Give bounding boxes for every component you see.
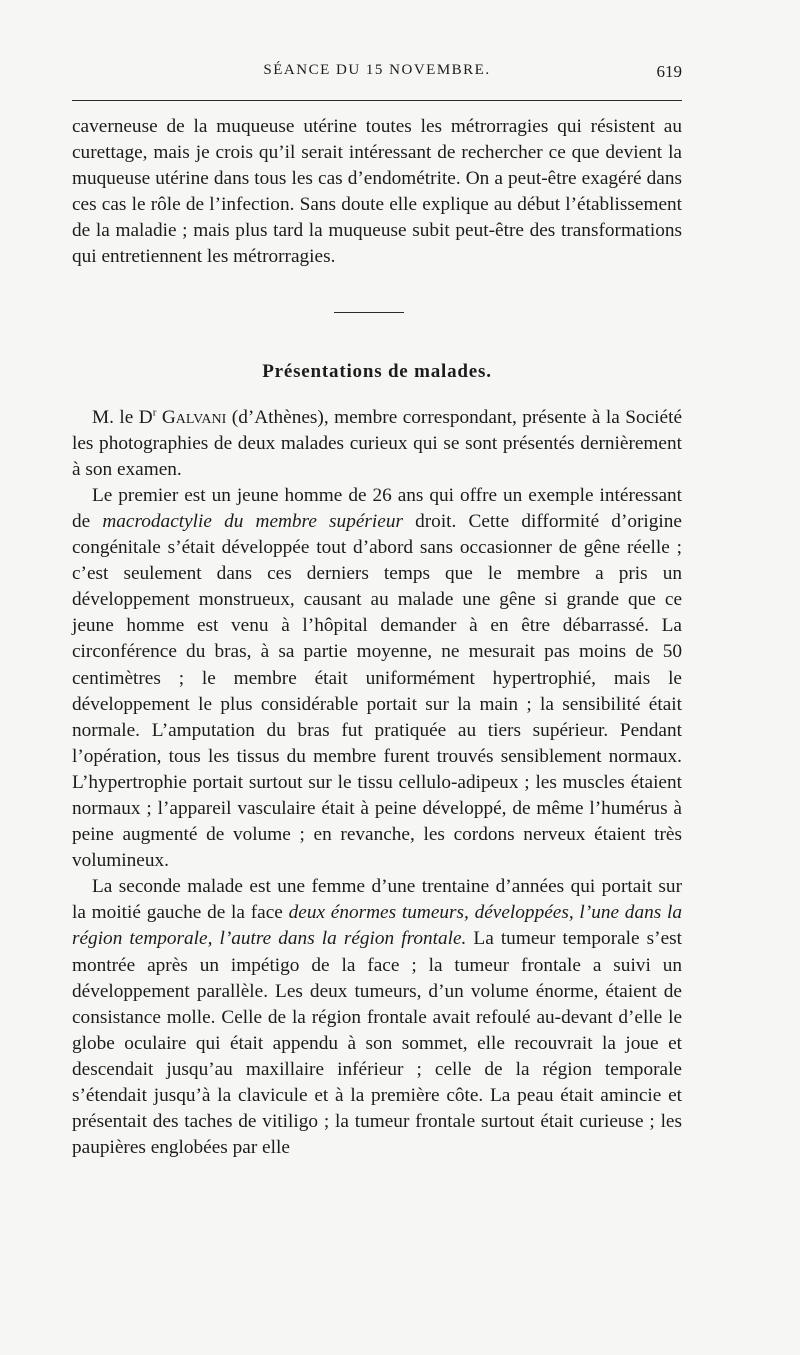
body-text [72, 114, 682, 1161]
author-name: Galvani [161, 406, 227, 428]
separator-rule [334, 312, 404, 313]
page-number: 619 [656, 62, 682, 81]
second-case-text-2: La tumeur temporale s’est montrée après un impétigo de la face ; la tumeur frontale a suivi un développement parallèle. Les deux tumeurs, d’un volume énorme, étaient de consistance molle. Celle de la région frontale avait refoulé au-devant d’elle le globe oculaire qui était appendu à son sommet, elle recouvrait la joue et descendait jusqu’au maxillaire inférieur ; celle de la région temporale s’étendait jusqu’à la clavicule et à la première côte. La peau était amincie et présentait des taches de vitiligo ; la tumeur frontale surtout était curieuse ; les paupières englobées par elle [72, 928, 682, 1159]
separator-block [72, 271, 682, 359]
paragraph-first-case [72, 483, 682, 874]
running-title: SÉANCE DU 15 NOVEMBRE. [263, 62, 491, 78]
paragraph-presentation-text: (d’Athènes), membre correspondant, présente à la Société les photographies de deux malades curieux qui se sont présentés dernièrement à son examen. [72, 406, 683, 480]
paragraph-second-case [72, 874, 682, 1161]
section-heading: Présentations de malades. [262, 360, 492, 382]
first-case-text-1: Le premier est un jeune homme de 26 ans qui offre un exemple intéressant de [72, 484, 682, 532]
paragraph-presentation [72, 405, 682, 483]
second-case-italic: deux énormes tumeurs, développées, l’une dans la région temporale, l’autre dans la région frontale. [72, 902, 682, 950]
title-prefix: M. le D [92, 406, 153, 428]
paragraph-continuation: caverneuse de la muqueuse utérine toutes les métrorragies qui résistent au curettage, mais je crois qu’il serait intéressant de rechercher ce que devient la muqueuse utérine dans tous les cas d’endométrite. On a peut-être exagéré dans ces cas le rôle de l’infection. Sans doute elle explique au début l’établissement de la maladie ; mais plus tard la muqueuse subit peut-être des transformations qui entretiennent les métrorragies. [72, 116, 682, 268]
first-case-text-2: droit. Cette difformité d’origine congénitale s’était développée tout d’abord sans occasionner de gêne réelle ; c’est seulement dans ces derniers temps que le membre a pris un développement monstrueux, causant au malade une gêne si grande que ce jeune homme est venu à l’hôpital demander à en être débarrassé. La circonférence du bras, à sa partie moyenne, ne mesurait pas moins de 50 centimètres ; le membre était uniformément hypertrophié, mais le développement le plus considérable portait sur la main ; la sensibilité était normale. L’amputation du bras fut pratiquée au tiers supérieur. Pendant l’opération, tous les tissus du membre furent trouvés sensiblement normaux. L’hypertrophie portait surtout sur le tissu cellulo-adipeux ; les muscles étaient normaux ; l’appareil vasculaire était à peine développé, de même l’humérus à peine augmenté de volume ; en revanche, les cordons nerveux étaient très volumineux. [72, 510, 682, 872]
page-header [72, 62, 682, 88]
header-rule [72, 100, 682, 101]
first-case-italic: macrodactylie du membre supérieur [102, 510, 403, 532]
title-superscript: r [152, 406, 157, 419]
second-case-text-1: La seconde malade est une femme d’une trentaine d’années qui portait sur la moitié gauche de la face [72, 876, 682, 924]
